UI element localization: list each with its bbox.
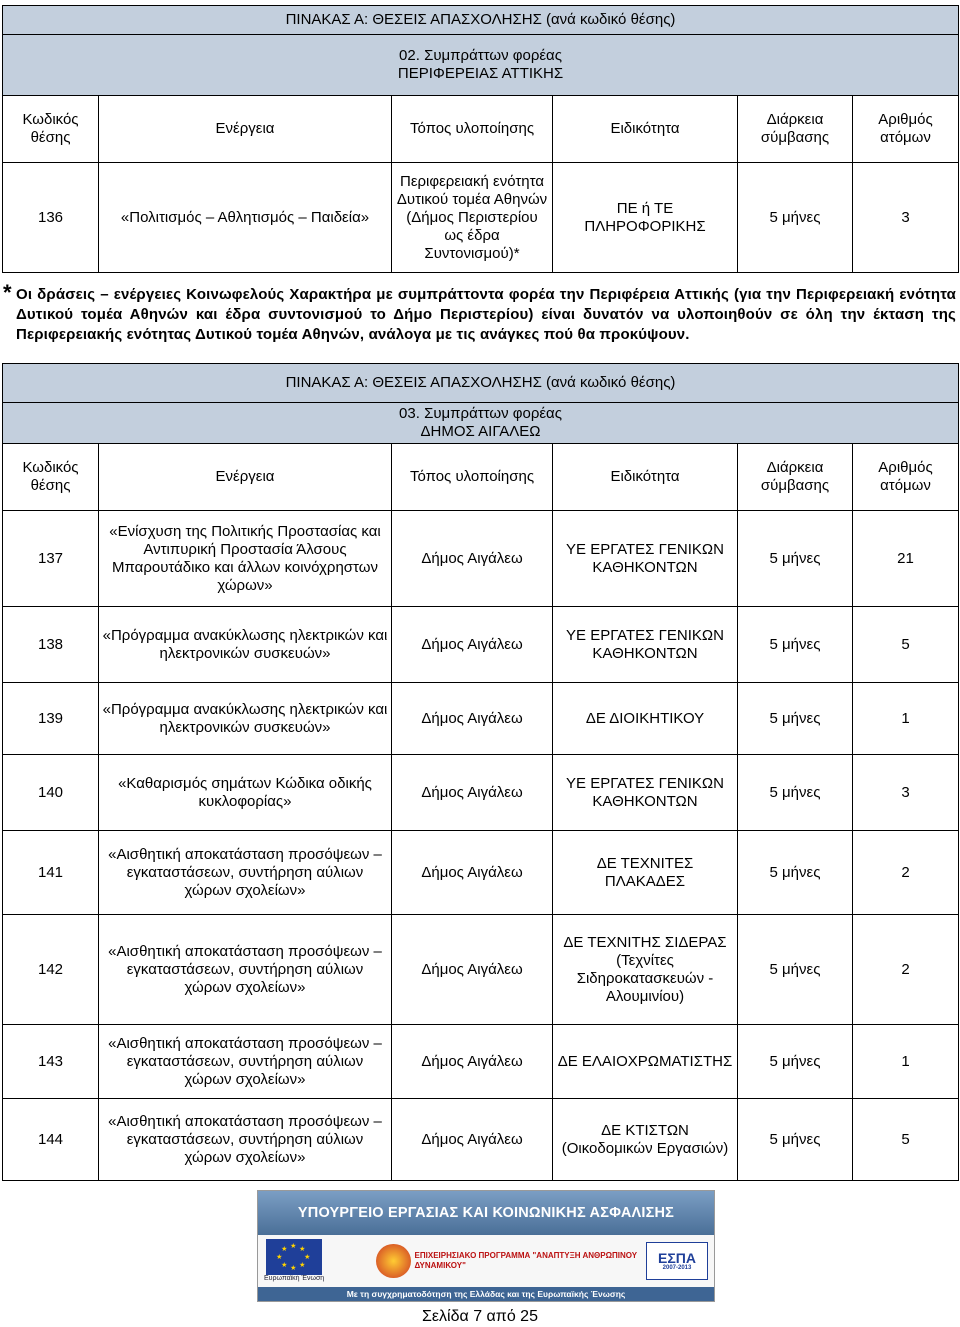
header-duration: Διάρκεια σύμβασης	[738, 96, 853, 163]
cell-place: Δήμος Αιγάλεω	[392, 607, 553, 683]
table-subtitle: 03. Συμπράττων φορέας ΔΗΜΟΣ ΑΙΓΑΛΕΩ	[3, 403, 959, 444]
table-row	[3, 683, 959, 755]
cell-code: 137	[3, 511, 99, 607]
cell-duration: 5 μήνες	[738, 1099, 853, 1181]
header-count: Αριθμός ατόμων	[853, 96, 959, 163]
cell-duration: 5 μήνες	[738, 915, 853, 1025]
program-name: ΕΠΙΧΕΙΡΗΣΙΑΚΟ ΠΡΟΓΡΑΜΜΑ "ΑΝΑΠΤΥΞΗ ΑΝΘΡΩΠΙΝΟΥ ΔΥΝΑΜΙΚΟΥ"	[414, 1251, 638, 1270]
header-action: Ενέργεια	[99, 444, 392, 511]
table-row	[3, 1025, 959, 1099]
cell-action: «Αισθητική αποκατάσταση προσόψεων – εγκαταστάσεων, συντήρηση αύλιων χώρων σχολείων»	[99, 915, 392, 1025]
header-place: Τόπος υλοποίησης	[392, 96, 553, 163]
header-specialty: Ειδικότητα	[553, 444, 738, 511]
cell-specialty: ΠΕ ή ΤΕ ΠΛΗΡΟΦΟΡΙΚΗΣ	[553, 163, 738, 273]
cell-duration: 5 μήνες	[738, 511, 853, 607]
logo-strip	[258, 1235, 714, 1287]
cell-place: Δήμος Αιγάλεω	[392, 831, 553, 915]
cell-duration: 5 μήνες	[738, 163, 853, 273]
espa-logo: ΕΣΠΑ 2007-2013	[646, 1242, 708, 1280]
cell-specialty: ΔΕ ΔΙΟΙΚΗΤΙΚΟΥ	[553, 683, 738, 755]
cell-count: 21	[853, 511, 959, 607]
program-logo	[376, 1243, 640, 1279]
table-header-row	[3, 96, 959, 163]
cell-count: 5	[853, 1099, 959, 1181]
table-header-row	[3, 444, 959, 511]
header-code: Κωδικός θέσης	[3, 96, 99, 163]
table-row	[3, 755, 959, 831]
footnote	[2, 273, 958, 363]
cell-count: 1	[853, 1025, 959, 1099]
page-number: Σελίδα 7 από 25	[422, 1308, 538, 1325]
cell-place: Δήμος Αιγάλεω	[392, 1099, 553, 1181]
cell-specialty: ΔΕ ΤΕΧΝΙΤΕΣ ΠΛΑΚΑΔΕΣ	[553, 831, 738, 915]
table-title: ΠΙΝΑΚΑΣ Α: ΘΕΣΕΙΣ ΑΠΑΣΧΟΛΗΣΗΣ (ανά κωδικό θέσης)	[3, 6, 959, 35]
table-row	[3, 831, 959, 915]
table-row	[3, 915, 959, 1025]
table-subtitle: 02. Συμπράττων φορέας ΠΕΡΙΦΕΡΕΙΑΣ ΑΤΤΙΚΗΣ	[3, 35, 959, 96]
table-title: ΠΙΝΑΚΑΣ Α: ΘΕΣΕΙΣ ΑΠΑΣΧΟΛΗΣΗΣ (ανά κωδικό θέσης)	[3, 364, 959, 403]
cell-code: 138	[3, 607, 99, 683]
cell-duration: 5 μήνες	[738, 1025, 853, 1099]
cell-action: «Πρόγραμμα ανακύκλωσης ηλεκτρικών και ηλεκτρονικών συσκευών»	[99, 683, 392, 755]
cell-code: 143	[3, 1025, 99, 1099]
ministry-name: ΥΠΟΥΡΓΕΙΟ ΕΡΓΑΣΙΑΣ ΚΑΙ ΚΟΙΝΩΝΙΚΗΣ ΑΣΦΑΛΙΣΗΣ	[258, 1191, 714, 1235]
cell-specialty: ΥΕ ΕΡΓΑΤΕΣ ΓΕΝΙΚΩΝ ΚΑΘΗΚΟΝΤΩΝ	[553, 755, 738, 831]
cell-count: 5	[853, 607, 959, 683]
cell-duration: 5 μήνες	[738, 683, 853, 755]
cell-place: Δήμος Αιγάλεω	[392, 755, 553, 831]
table-row	[3, 1099, 959, 1181]
eu-logo	[264, 1239, 324, 1283]
cell-action: «Πρόγραμμα ανακύκλωσης ηλεκτρικών και ηλεκτρονικών συσκευών»	[99, 607, 392, 683]
cell-action: «Ενίσχυση της Πολιτικής Προστασίας και Αντιπυρική Προστασία Άλσους Μπαρουτάδικο και άλλων κοινόχρηστων χώρων»	[99, 511, 392, 607]
program-emblem-icon	[376, 1244, 410, 1278]
table-region-attica	[2, 5, 959, 273]
cell-count: 3	[853, 163, 959, 273]
cell-code: 139	[3, 683, 99, 755]
cell-code: 144	[3, 1099, 99, 1181]
cell-code: 142	[3, 915, 99, 1025]
funding-logo-banner	[257, 1190, 715, 1302]
cell-count: 2	[853, 915, 959, 1025]
cell-code: 140	[3, 755, 99, 831]
table-row	[3, 163, 959, 273]
cell-place: Περιφερειακή ενότητα Δυτικού τομέα Αθηνών (Δήμος Περιστερίου ως έδρα Συντονισμού)*	[392, 163, 553, 273]
cell-place: Δήμος Αιγάλεω	[392, 511, 553, 607]
cell-specialty: ΔΕ ΚΤΙΣΤΩΝ (Οικοδομικών Εργασιών)	[553, 1099, 738, 1181]
cell-place: Δήμος Αιγάλεω	[392, 915, 553, 1025]
cell-action: «Πολιτισμός – Αθλητισμός – Παιδεία»	[99, 163, 392, 273]
table-row	[3, 511, 959, 607]
cofunding-motto: Με τη συγχρηματοδότηση της Ελλάδας και της Ευρωπαϊκής Ένωσης	[258, 1287, 714, 1301]
cell-specialty: ΥΕ ΕΡΓΑΤΕΣ ΓΕΝΙΚΩΝ ΚΑΘΗΚΟΝΤΩΝ	[553, 607, 738, 683]
cell-duration: 5 μήνες	[738, 755, 853, 831]
header-action: Ενέργεια	[99, 96, 392, 163]
footnote-text: Οι δράσεις – ενέργειες Κοινωφελούς Χαρακτήρα με συμπράττοντα φορέα την Περιφέρεια Αττικής (για την Περιφερειακή ενότητα Δυτικού τομέα Αθηνών και έδρα συντονισμού το Δήμο Περιστερίου) είναι δυνατόν να υλοποιηθούν σε όλη την έκταση της Περιφερειακής ενότητας Δυτικού τομέα Αθηνών, ανάλογα με τις ανάγκες πού θα προκύψουν.	[16, 286, 956, 343]
header-code: Κωδικός θέσης	[3, 444, 99, 511]
cell-action: «Αισθητική αποκατάσταση προσόψεων – εγκαταστάσεων, συντήρηση αύλιων χώρων σχολείων»	[99, 1099, 392, 1181]
cell-place: Δήμος Αιγάλεω	[392, 683, 553, 755]
cell-count: 2	[853, 831, 959, 915]
cell-specialty: ΔΕ ΕΛΑΙΟΧΡΩΜΑΤΙΣΤΗΣ	[553, 1025, 738, 1099]
cell-code: 136	[3, 163, 99, 273]
cell-count: 3	[853, 755, 959, 831]
header-place: Τόπος υλοποίησης	[392, 444, 553, 511]
cell-action: «Αισθητική αποκατάσταση προσόψεων – εγκαταστάσεων, συντήρηση αύλιων χώρων σχολείων»	[99, 831, 392, 915]
cell-place: Δήμος Αιγάλεω	[392, 1025, 553, 1099]
eu-flag-icon: ★ ★ ★ ★ ★ ★ ★ ★	[266, 1239, 322, 1275]
cell-count: 1	[853, 683, 959, 755]
footnote-star: *	[3, 280, 12, 305]
eu-caption: Ευρωπαϊκή Ένωση	[264, 1275, 325, 1282]
cell-action: «Αισθητική αποκατάσταση προσόψεων – εγκαταστάσεων, συντήρηση αύλιων χώρων σχολείων»	[99, 1025, 392, 1099]
cell-duration: 5 μήνες	[738, 607, 853, 683]
header-duration: Διάρκεια σύμβασης	[738, 444, 853, 511]
cell-action: «Καθαρισμός σημάτων Κώδικα οδικής κυκλοφορίας»	[99, 755, 392, 831]
cell-specialty: ΥΕ ΕΡΓΑΤΕΣ ΓΕΝΙΚΩΝ ΚΑΘΗΚΟΝΤΩΝ	[553, 511, 738, 607]
table-aigaleo	[2, 363, 959, 1181]
document-page	[2, 5, 958, 1181]
header-specialty: Ειδικότητα	[553, 96, 738, 163]
cell-specialty: ΔΕ ΤΕΧΝΙΤΗΣ ΣΙΔΕΡΑΣ (Τεχνίτες Σιδηροκατασκευών - Αλουμινίου)	[553, 915, 738, 1025]
cell-code: 141	[3, 831, 99, 915]
header-count: Αριθμός ατόμων	[853, 444, 959, 511]
table-row	[3, 607, 959, 683]
cell-duration: 5 μήνες	[738, 831, 853, 915]
